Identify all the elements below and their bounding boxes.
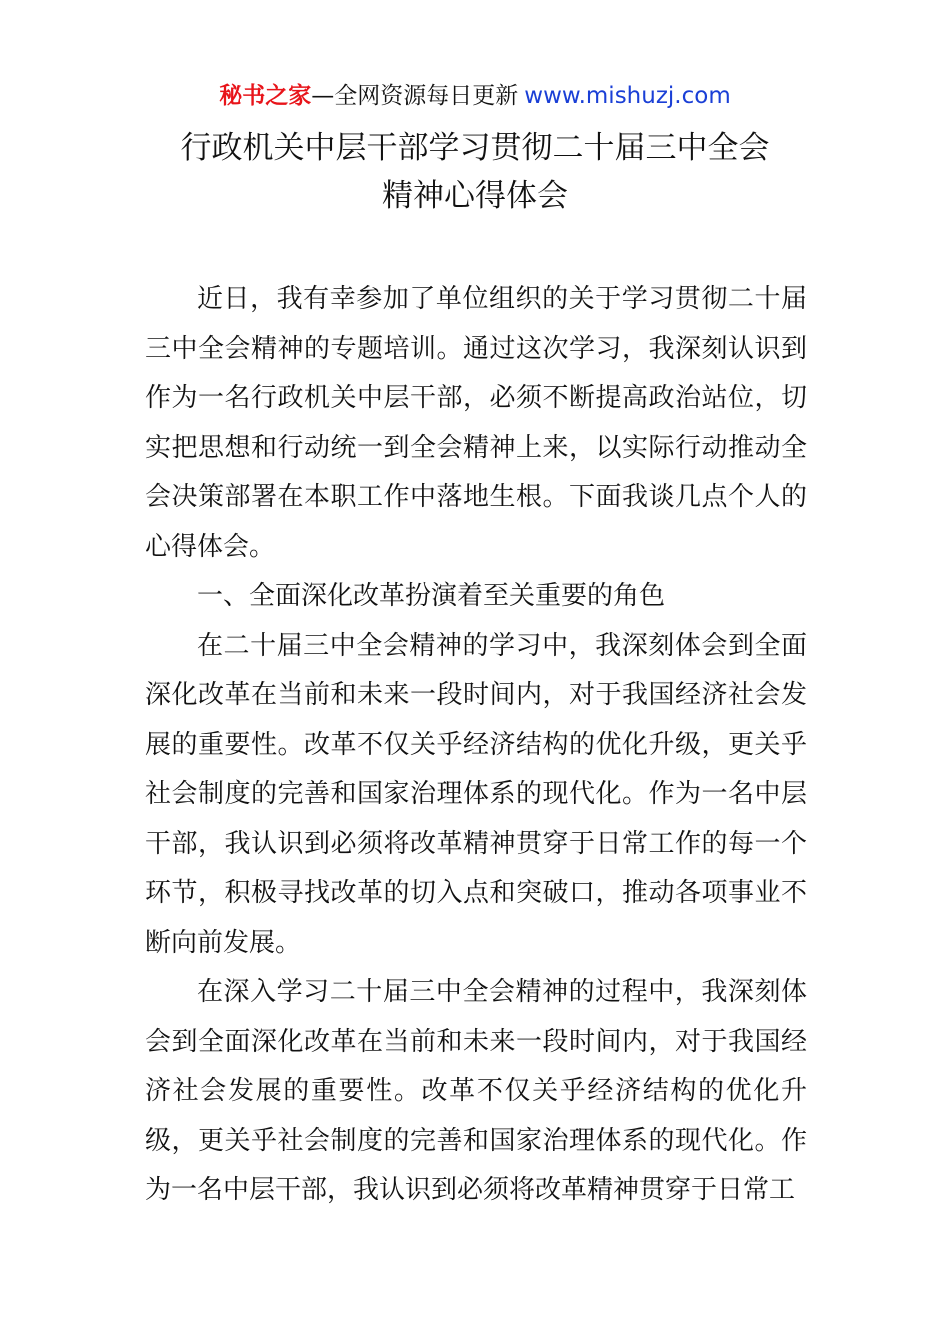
document-title-line-1: 行政机关中层干部学习贯彻二十届三中全会	[180, 130, 770, 166]
tagline: —全网资源每日更新	[311, 83, 519, 109]
paragraph-section-1-a: 在二十届三中全会精神的学习中，我深刻体会到全面深化改革在当前和未来一段时间内，对于我国经济社会发展的重要性。改革不仅关乎经济结构的优化升级，更关乎社会制度的完善和国家治理体系的现代化。作为一名中层干部，我认识到必须将改革精神贯穿于日常工作的每一个环节，积极寻找改革的切入点和突破口，推动各项事业不断向前发展。	[145, 630, 807, 958]
paragraph-intro: 近日，我有幸参加了单位组织的关于学习贯彻二十届三中全会精神的专题培训。通过这次学习，我深刻认识到作为一名行政机关中层干部，必须不断提高政治站位，切实把思想和行动统一到全会精神上来，以实际行动推动全会决策部署在本职工作中落地生根。下面我谈几点个人的心得体会。	[145, 284, 807, 562]
paragraph-section-1-b: 在深入学习二十届三中全会精神的过程中，我深刻体会到全面深化改革在当前和未来一段时间内，对于我国经济社会发展的重要性。改革不仅关乎经济结构的优化升级，更关乎社会制度的完善和国家治理体系的现代化。作为一名中层干部，我认识到必须将改革精神贯穿于日常工	[145, 977, 807, 1205]
section-heading-1: 一、全面深化改革扮演着至关重要的角色	[197, 581, 666, 611]
document-title-line-2: 精神心得体会	[382, 178, 568, 214]
document-body	[145, 275, 807, 1216]
site-header	[0, 80, 950, 112]
site-url[interactable]: www.mishuzj.com	[524, 83, 731, 109]
brand-name: 秘书之家	[219, 83, 312, 109]
